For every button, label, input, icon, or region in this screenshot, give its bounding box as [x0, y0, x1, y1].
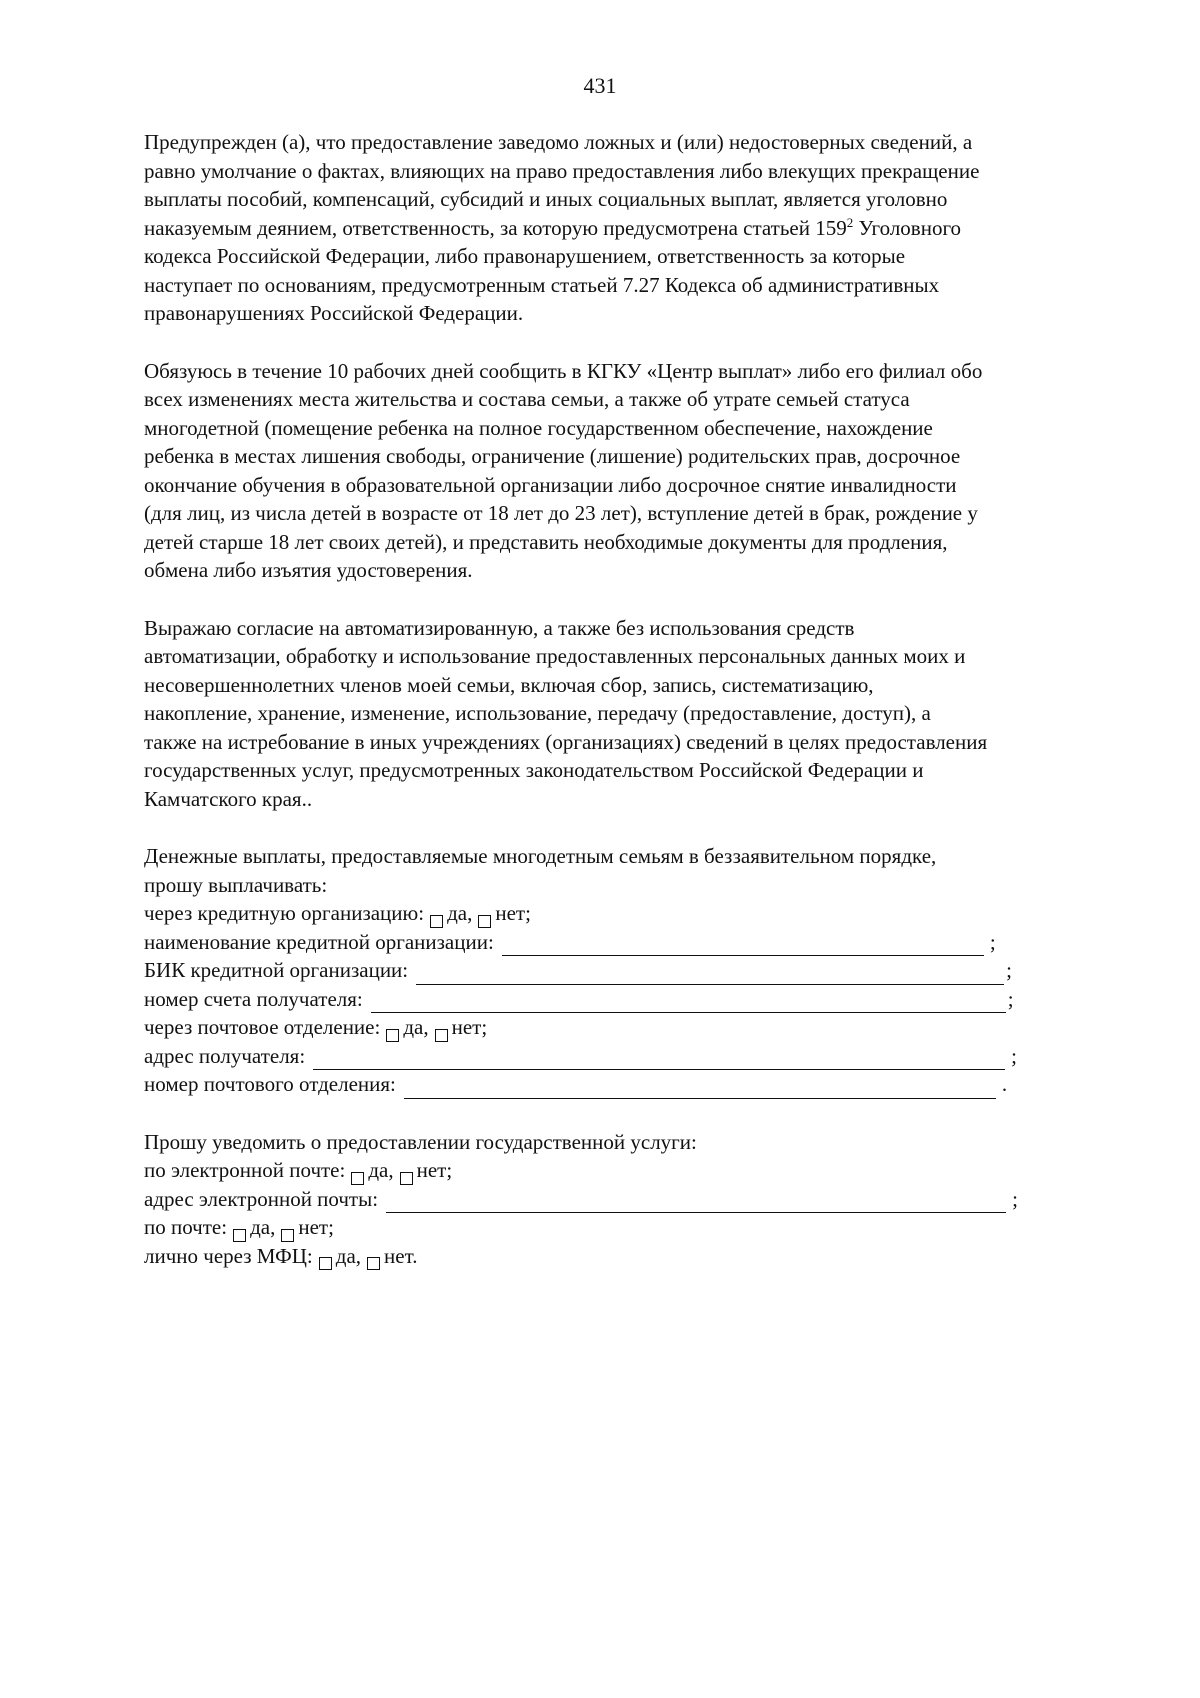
credit-org-label: через кредитную организацию:: [144, 901, 425, 925]
mail-no-checkbox[interactable]: [281, 1229, 294, 1242]
post-option-row: [144, 1013, 1134, 1042]
post-office-label: номер почтового отделения:: [144, 1072, 396, 1096]
page-number: 431: [583, 73, 617, 98]
credit-org-option-row: [144, 899, 1134, 928]
credit-org-name-field[interactable]: [502, 935, 984, 956]
address-row: [144, 1042, 1134, 1071]
credit-org-yes-checkbox[interactable]: [430, 915, 443, 928]
email-yes-checkbox[interactable]: [351, 1172, 364, 1185]
post-office-row: [144, 1070, 1134, 1099]
mfc-yes-checkbox[interactable]: [319, 1257, 332, 1270]
period: .: [1001, 1072, 1008, 1096]
post-no-label: нет;: [451, 1015, 488, 1039]
warning-paragraph: [144, 128, 1134, 328]
payments-intro: Денежные выплаты, предоставляемые многодетным семьям в беззаявительном порядке, прошу выплачивать:: [144, 844, 937, 897]
post-yes-label: да,: [403, 1015, 429, 1039]
notify-intro: Прошу уведомить о предоставлении государственной услуги:: [144, 1129, 697, 1154]
mail-yes-checkbox[interactable]: [233, 1229, 246, 1242]
address-label: адрес получателя:: [144, 1043, 306, 1068]
post-yes-checkbox[interactable]: [386, 1029, 399, 1042]
credit-org-name-row: [144, 928, 1134, 957]
mfc-no-label: нет.: [384, 1243, 418, 1268]
warning-text-1: Предупрежден (а), что предоставление заведомо ложных и (или) недостоверных сведений, а равно умолчание о фактах, влияющих на право предоставления либо влекущих прекращение выплаты пособий, компенсаций, субсидий и иных социальных выплат, является уголовно наказуемым деянием, ответственность, за которую предусмотрена статьей 159: [144, 130, 980, 240]
account-label: номер счета получателя:: [144, 986, 363, 1011]
semicolon: ;: [1006, 958, 1012, 982]
email-no-checkbox[interactable]: [400, 1172, 413, 1185]
bik-row: [144, 956, 1134, 985]
semicolon: ;: [989, 929, 996, 954]
credit-org-no-label: нет;: [495, 901, 531, 925]
email-address-field[interactable]: [386, 1192, 1006, 1213]
email-yes-label: да,: [368, 1158, 394, 1182]
mail-label: по почте:: [144, 1215, 228, 1239]
semicolon: ;: [1012, 1186, 1018, 1211]
semicolon: ;: [1007, 986, 1014, 1011]
credit-org-no-checkbox[interactable]: [478, 915, 491, 928]
mfc-option-row: [144, 1242, 1134, 1271]
email-address-row: [144, 1185, 1134, 1214]
obligation-paragraph: Обязуюсь в течение 10 рабочих дней сообщить в КГКУ «Центр выплат» либо его филиал обо всех изменениях места жительства и состава семьи, а также об утрате семьей статуса многодетной (помещение ребенка на полное государственном обеспечение, нахождение ребенка в местах лишения свободы, ограничение (лишение) родительских прав, досрочное окончание обучения в образовательной организации либо досрочное снятие инвалидности (для лиц, из числа детей в возрасте от 18 лет до 23 лет), вступление детей в брак, рождение у детей старше 18 лет своих детей), и представить необходимые документы для продления, обмена либо изъятия удостоверения.: [144, 358, 983, 582]
post-label: через почтовое отделение:: [144, 1015, 381, 1039]
credit-org-yes-label: да,: [447, 901, 473, 925]
email-option-row: [144, 1156, 1134, 1185]
address-field[interactable]: [313, 1049, 1005, 1070]
bik-label: БИК кредитной организации:: [144, 958, 409, 982]
consent-paragraph: Выражаю согласие на автоматизированную, а также без использования средств автоматизации, обработку и использование предоставленных персональных данных моих и несовершеннолетних членов моей семьи, включая сбор, запись, систематизацию, накопление, хранение, изменение, использование, передачу (предоставление, доступ), а также на истребование в иных учреждениях (организациях) сведений в целях предоставления государственных услуг, предусмотренных законодательством Российской Федерации и Камчатского края..: [144, 615, 988, 811]
warning-text-2: Уголовного кодекса Российской Федерации, либо правонарушением, ответственность за которые наступает по основаниям, предусмотренным статьей 7.27 Кодекса об административных правонарушениях Российской Федерации.: [144, 215, 962, 325]
account-field[interactable]: [371, 992, 1006, 1013]
post-office-field[interactable]: [404, 1078, 996, 1099]
semicolon: ;: [1011, 1043, 1018, 1068]
email-address-label: адрес электронной почты:: [144, 1186, 379, 1211]
mail-no-label: нет;: [298, 1215, 334, 1239]
email-label: по электронной почте:: [144, 1158, 346, 1182]
form-content: [144, 128, 1134, 1270]
credit-org-name-label: наименование кредитной организации:: [144, 929, 494, 954]
mail-option-row: [144, 1213, 1134, 1242]
bik-field[interactable]: [416, 964, 1004, 985]
post-no-checkbox[interactable]: [435, 1029, 448, 1042]
email-no-label: нет;: [416, 1158, 453, 1182]
mail-yes-label: да,: [250, 1215, 276, 1239]
mfc-label: лично через МФЦ:: [144, 1243, 313, 1268]
account-row: [144, 985, 1134, 1014]
article-superscript: 2: [846, 214, 854, 230]
mfc-no-checkbox[interactable]: [367, 1257, 380, 1270]
mfc-yes-label: да,: [335, 1243, 362, 1268]
